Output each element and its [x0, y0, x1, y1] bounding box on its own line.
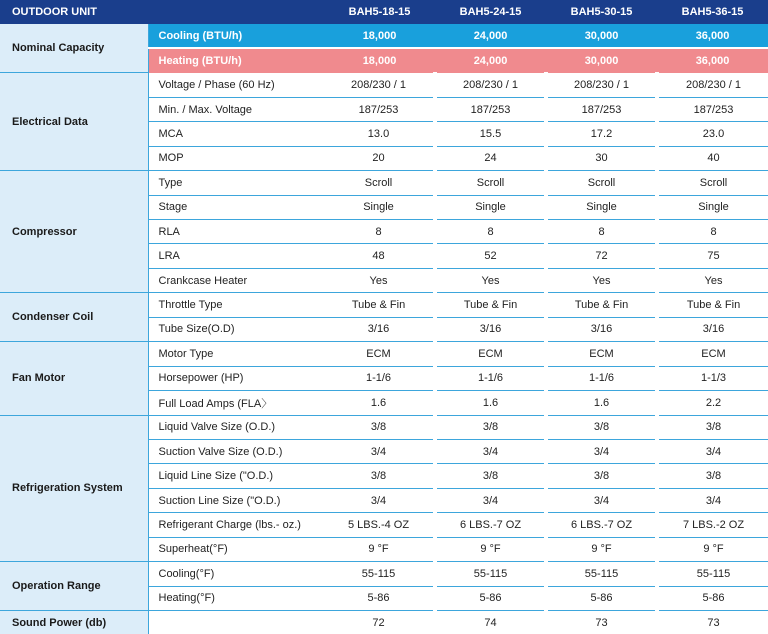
row-label: Suction Valve Size (O.D.): [148, 439, 324, 463]
cell-value: 3/16: [657, 317, 768, 341]
cell-value: 72: [324, 611, 435, 634]
cell-value: Scroll: [657, 171, 768, 195]
row-label: Cooling (BTU/h): [148, 24, 324, 48]
cell-value: 3/4: [657, 439, 768, 463]
cell-value: 18,000: [324, 24, 435, 48]
cell-value: 9 °F: [324, 537, 435, 561]
cell-value: 30,000: [546, 24, 657, 48]
cell-value: 187/253: [435, 97, 546, 121]
spec-body: [0, 24, 768, 634]
cell-value: 3/4: [435, 439, 546, 463]
cell-value: 9 °F: [435, 537, 546, 561]
cell-value: 36,000: [657, 48, 768, 72]
cell-value: 73: [657, 611, 768, 634]
cell-value: Yes: [435, 268, 546, 292]
cell-value: 15.5: [435, 122, 546, 146]
table-row: [0, 24, 768, 48]
row-label: RLA: [148, 220, 324, 244]
row-label: Superheat(°F): [148, 537, 324, 561]
row-label: Type: [148, 171, 324, 195]
cell-value: 17.2: [546, 122, 657, 146]
cell-value: 3/16: [324, 317, 435, 341]
cell-value: 74: [435, 611, 546, 634]
cell-value: 73: [546, 611, 657, 634]
cell-value: 52: [435, 244, 546, 268]
row-label: Heating(°F): [148, 586, 324, 610]
table-row: [0, 415, 768, 439]
row-label: Heating (BTU/h): [148, 48, 324, 72]
table-row: [0, 171, 768, 195]
group-label: Condenser Coil: [0, 293, 148, 342]
table-row: [0, 73, 768, 97]
row-label: Cooling(°F): [148, 562, 324, 586]
cell-value: 6 LBS.-7 OZ: [546, 513, 657, 537]
model-header: BAH5-18-15: [324, 0, 435, 24]
cell-value: ECM: [546, 342, 657, 366]
row-label: Stage: [148, 195, 324, 219]
table-row: [0, 611, 768, 634]
cell-value: Tube & Fin: [546, 293, 657, 317]
cell-value: 3/8: [435, 464, 546, 488]
group-label: Fan Motor: [0, 342, 148, 415]
cell-value: Yes: [546, 268, 657, 292]
cell-value: 5-86: [435, 586, 546, 610]
cell-value: 55-115: [435, 562, 546, 586]
cell-value: 3/8: [546, 464, 657, 488]
model-header: BAH5-24-15: [435, 0, 546, 24]
row-label: Liquid Valve Size (O.D.): [148, 415, 324, 439]
cell-value: 1.6: [324, 391, 435, 415]
row-label: Full Load Amps (FLA〉: [148, 391, 324, 415]
cell-value: Single: [657, 195, 768, 219]
cell-value: Scroll: [435, 171, 546, 195]
cell-value: ECM: [324, 342, 435, 366]
cell-value: 40: [657, 146, 768, 170]
cell-value: 30,000: [546, 48, 657, 72]
row-label: Suction Line Size ("O.D.): [148, 488, 324, 512]
cell-value: 3/4: [546, 488, 657, 512]
row-label: LRA: [148, 244, 324, 268]
cell-value: 5-86: [657, 586, 768, 610]
cell-value: 1-1/3: [657, 366, 768, 390]
group-label: Refrigeration System: [0, 415, 148, 562]
cell-value: 13.0: [324, 122, 435, 146]
cell-value: 20: [324, 146, 435, 170]
row-label: Crankcase Heater: [148, 268, 324, 292]
cell-value: 36,000: [657, 24, 768, 48]
cell-value: 3/8: [657, 415, 768, 439]
cell-value: 187/253: [546, 97, 657, 121]
cell-value: 8: [657, 220, 768, 244]
row-label: MCA: [148, 122, 324, 146]
cell-value: 187/253: [324, 97, 435, 121]
cell-value: Yes: [657, 268, 768, 292]
cell-value: 3/16: [546, 317, 657, 341]
cell-value: 3/8: [657, 464, 768, 488]
cell-value: 72: [546, 244, 657, 268]
cell-value: 9 °F: [546, 537, 657, 561]
cell-value: 1-1/6: [435, 366, 546, 390]
cell-value: Single: [546, 195, 657, 219]
cell-value: 5-86: [324, 586, 435, 610]
table-row: [0, 293, 768, 317]
cell-value: 1.6: [435, 391, 546, 415]
row-label: Voltage / Phase (60 Hz): [148, 73, 324, 97]
group-label: Electrical Data: [0, 73, 148, 171]
cell-value: Tube & Fin: [657, 293, 768, 317]
cell-value: 5 LBS.-4 OZ: [324, 513, 435, 537]
cell-value: 1.6: [546, 391, 657, 415]
cell-value: 24,000: [435, 24, 546, 48]
cell-value: 8: [435, 220, 546, 244]
cell-value: 8: [546, 220, 657, 244]
group-label: Operation Range: [0, 562, 148, 611]
cell-value: 3/4: [324, 439, 435, 463]
cell-value: 24,000: [435, 48, 546, 72]
cell-value: Tube & Fin: [324, 293, 435, 317]
cell-value: 1-1/6: [324, 366, 435, 390]
cell-value: 3/4: [435, 488, 546, 512]
cell-value: 48: [324, 244, 435, 268]
cell-value: 208/230 / 1: [657, 73, 768, 97]
row-label: Tube Size(O.D): [148, 317, 324, 341]
cell-value: 3/8: [324, 464, 435, 488]
cell-value: 3/8: [546, 415, 657, 439]
cell-value: ECM: [435, 342, 546, 366]
row-label: Motor Type: [148, 342, 324, 366]
group-label: Nominal Capacity: [0, 24, 148, 73]
cell-value: 3/4: [546, 439, 657, 463]
cell-value: Single: [435, 195, 546, 219]
cell-value: 75: [657, 244, 768, 268]
group-label: Sound Power (db): [0, 611, 148, 634]
cell-value: 2.2: [657, 391, 768, 415]
model-header: BAH5-30-15: [546, 0, 657, 24]
cell-value: 55-115: [657, 562, 768, 586]
cell-value: Yes: [324, 268, 435, 292]
row-label: Refrigerant Charge (lbs.- oz.): [148, 513, 324, 537]
cell-value: 55-115: [546, 562, 657, 586]
cell-value: 3/4: [657, 488, 768, 512]
cell-value: Tube & Fin: [435, 293, 546, 317]
cell-value: 23.0: [657, 122, 768, 146]
cell-value: 3/8: [435, 415, 546, 439]
row-label: [148, 611, 324, 634]
cell-value: 9 °F: [657, 537, 768, 561]
cell-value: Scroll: [546, 171, 657, 195]
cell-value: 30: [546, 146, 657, 170]
cell-value: 3/4: [324, 488, 435, 512]
cell-value: 24: [435, 146, 546, 170]
cell-value: 7 LBS.-2 OZ: [657, 513, 768, 537]
cell-value: 1-1/6: [546, 366, 657, 390]
cell-value: ECM: [657, 342, 768, 366]
group-label: Compressor: [0, 171, 148, 293]
cell-value: 187/253: [657, 97, 768, 121]
row-label: Liquid Line Size ("O.D.): [148, 464, 324, 488]
row-label: Min. / Max. Voltage: [148, 97, 324, 121]
cell-value: 18,000: [324, 48, 435, 72]
row-label: MOP: [148, 146, 324, 170]
table-title: OUTDOOR UNIT: [0, 0, 324, 24]
cell-value: 6 LBS.-7 OZ: [435, 513, 546, 537]
row-label: Throttle Type: [148, 293, 324, 317]
cell-value: Scroll: [324, 171, 435, 195]
model-header: BAH5-36-15: [657, 0, 768, 24]
cell-value: 3/8: [324, 415, 435, 439]
header-row: [0, 0, 768, 24]
cell-value: 3/16: [435, 317, 546, 341]
cell-value: 5-86: [546, 586, 657, 610]
cell-value: 208/230 / 1: [546, 73, 657, 97]
cell-value: Single: [324, 195, 435, 219]
cell-value: 55-115: [324, 562, 435, 586]
cell-value: 208/230 / 1: [435, 73, 546, 97]
table-row: [0, 342, 768, 366]
table-row: [0, 562, 768, 586]
cell-value: 8: [324, 220, 435, 244]
cell-value: 208/230 / 1: [324, 73, 435, 97]
row-label: Horsepower (HP): [148, 366, 324, 390]
